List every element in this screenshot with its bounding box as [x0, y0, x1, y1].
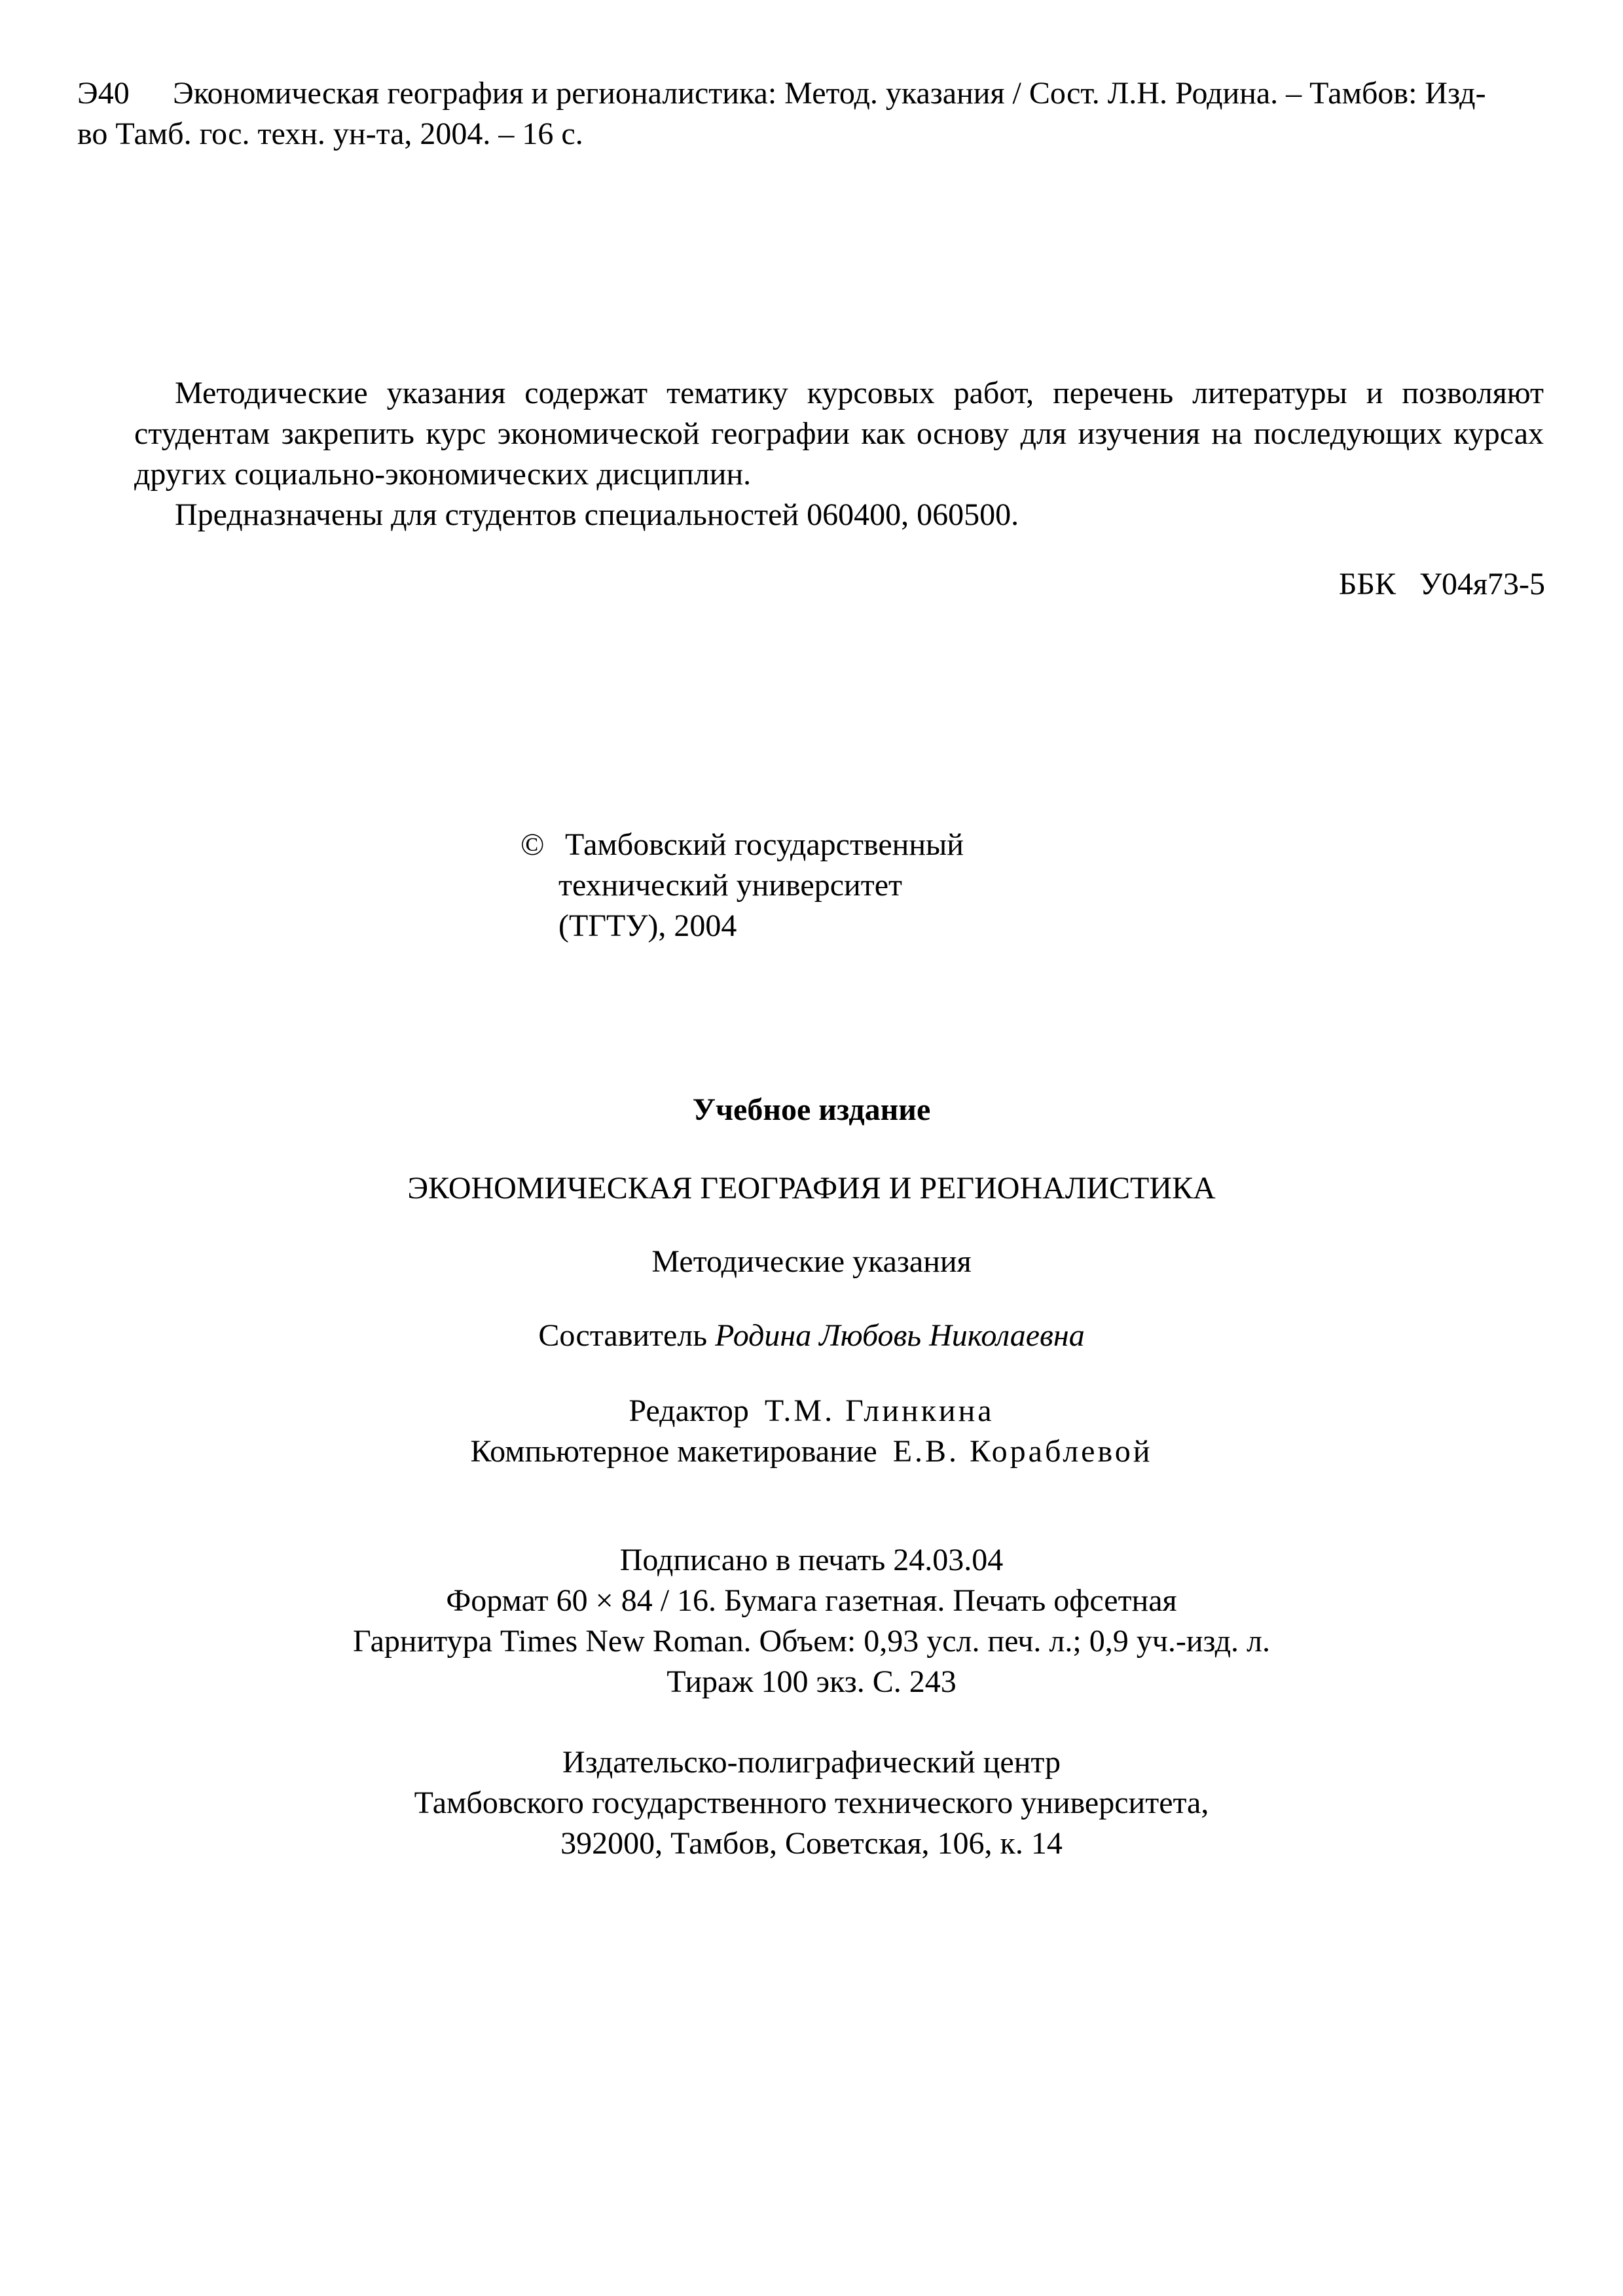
- layout-name: Е.В. Кораблевой: [892, 1434, 1153, 1469]
- bibliographic-line-2: во Тамб. гос. техн. ун-та, 2004. – 16 с.: [77, 117, 583, 151]
- editor-line: [0, 1391, 1623, 1431]
- publisher-line-2: Тамбовского государственного технического университета,: [414, 1785, 1209, 1820]
- composer-label: Составитель: [538, 1318, 708, 1353]
- editor-label: Редактор: [629, 1393, 749, 1428]
- abstract-paragraph-2: Предназначены для студентов специальностей 060400, 060500.: [175, 497, 1019, 532]
- edition-type: Учебное издание: [692, 1092, 931, 1127]
- bibliographic-record: [77, 73, 1544, 154]
- copyright-notice: [520, 825, 1110, 946]
- layout-line: [0, 1431, 1623, 1472]
- composer-name: Родина Любовь Николаевна: [715, 1318, 1085, 1353]
- typeface-volume: Гарнитура Times New Roman. Объем: 0,93 усл. печ. л.; 0,9 уч.-изд. л.: [353, 1624, 1270, 1659]
- abstract-paragraph-1: Методические указания содержат тематику курсовых работ, перечень литературы и позволяют студентам закрепить курс экономической географии как основу для изучения на последующих курсах других социально-экономических дисциплин.: [134, 376, 1544, 492]
- book-title: ЭКОНОМИЧЕСКАЯ ГЕОГРАФИЯ И РЕГИОНАЛИСТИКА: [407, 1171, 1216, 1206]
- bbk-classification: [1316, 564, 1545, 605]
- bibliographic-line-1: [77, 73, 1544, 114]
- book-subtitle: Методические указания: [651, 1244, 972, 1279]
- bbk-label: ББК: [1338, 567, 1396, 601]
- print-run: Тираж 100 экз. С. 243: [666, 1664, 957, 1699]
- copyright-line-3: (ТГТУ), 2004: [558, 908, 737, 943]
- catalog-code: Э40: [77, 76, 130, 111]
- publisher-line-1: Издательско-полиграфический центр: [562, 1745, 1061, 1780]
- bbk-code: У04я73-5: [1419, 567, 1545, 601]
- composer-line: [0, 1316, 1623, 1356]
- publisher-line-3: 392000, Тамбов, Советская, 106, к. 14: [560, 1826, 1063, 1861]
- print-format: Формат 60 × 84 / 16. Бумага газетная. Печать офсетная: [446, 1583, 1177, 1618]
- copyright-icon: ©: [520, 827, 545, 862]
- bibliographic-text: Экономическая география и регионалистика: Метод. указания / Сост. Л.Н. Родина. – Тамбов: Изд-: [173, 76, 1486, 111]
- signed-to-print: Подписано в печать 24.03.04: [619, 1543, 1004, 1577]
- layout-label: Компьютерное макетирование: [470, 1434, 877, 1469]
- copyright-line-1: Тамбовский государственный: [565, 827, 964, 862]
- copyright-line-2: технический университет: [558, 868, 902, 903]
- abstract-text: [134, 373, 1544, 535]
- editor-name: Т.М. Глинкина: [764, 1393, 994, 1428]
